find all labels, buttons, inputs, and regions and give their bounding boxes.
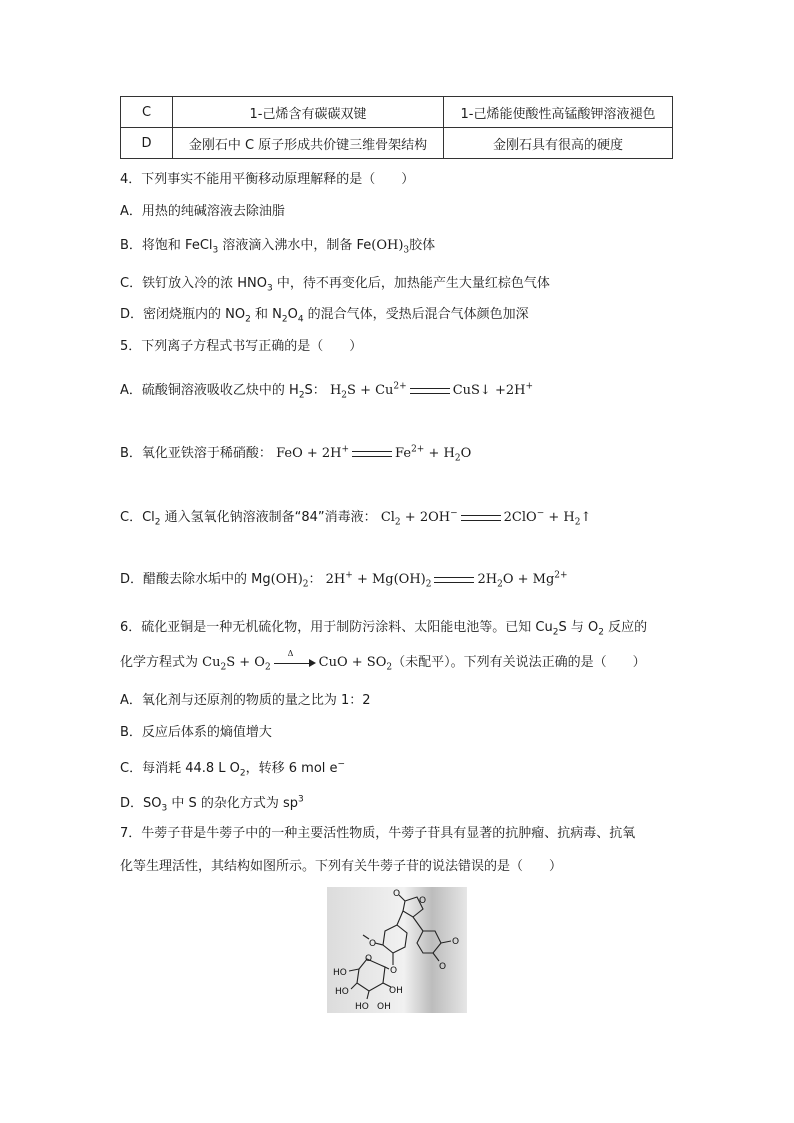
- text: C．每消耗 44.8 L O: [120, 761, 240, 776]
- q4-option-d: [120, 303, 529, 325]
- option-letter: C: [121, 97, 173, 128]
- subscript: 2: [425, 579, 432, 590]
- superscript: 2+: [554, 570, 568, 581]
- q5-option-a: [120, 379, 533, 401]
- text: 和 N: [250, 307, 282, 322]
- subscript: 2: [454, 453, 461, 464]
- superscript: −: [337, 759, 346, 770]
- eq-term: O + Mg: [502, 572, 555, 587]
- q4-option-a: A．用热的纯碱溶液去除油脂: [120, 204, 285, 219]
- text: C．Cl: [120, 510, 155, 525]
- superscript: 2+: [393, 381, 407, 392]
- subscript: 2: [245, 314, 251, 325]
- subscript: 2: [497, 579, 503, 590]
- eq-term: S + Cu: [347, 383, 394, 398]
- question-7-stem-line2: 化等生理活性，其结构如图所示。下列有关牛蒡子苷的说法错误的是（ ）: [120, 859, 563, 874]
- equation: [325, 570, 568, 590]
- subscript: 2: [302, 579, 309, 590]
- text: ：: [308, 572, 322, 587]
- equals-sign: [352, 451, 392, 457]
- subscript: 3: [161, 803, 168, 814]
- eq-term: Cu: [202, 655, 221, 670]
- atom-label: HO: [333, 968, 347, 978]
- subscript: 2: [220, 662, 227, 673]
- superscript: +: [341, 444, 350, 455]
- eq-term: H: [329, 383, 342, 398]
- superscript: +: [525, 381, 534, 392]
- eq-term: Cl: [380, 510, 395, 525]
- eq-term: + H: [424, 446, 455, 461]
- superscript: 2+: [411, 444, 425, 455]
- text: A．硫酸铜溶液吸收乙炔中的 H: [120, 383, 299, 398]
- text: 中，待不再变化后，加热能产生大量红棕色气体: [272, 276, 550, 291]
- equals-sign: [410, 388, 450, 394]
- eq-term: O: [460, 446, 472, 461]
- text: 溶液滴入沸水中，制备 Fe: [218, 238, 372, 253]
- superscript: +: [345, 570, 353, 581]
- eq-term: CuO + SO: [318, 655, 387, 670]
- text: 通入氢氧化钠溶液制备“84”消毒液：: [160, 510, 377, 525]
- subscript: 2: [552, 627, 559, 638]
- reaction-arrow: [274, 648, 316, 668]
- subscript: 4: [297, 314, 304, 325]
- equation: [276, 444, 472, 464]
- atom-label: HO: [355, 1002, 369, 1012]
- arctiin-structure-figure: [327, 887, 467, 1013]
- text: D．密闭烧瓶内的 NO: [120, 307, 246, 322]
- equation: [329, 381, 534, 401]
- subscript: 2: [598, 627, 604, 638]
- equation: [380, 508, 592, 528]
- subscript: 2: [298, 390, 305, 401]
- gas-arrow: ↑: [580, 510, 592, 525]
- eq-term: 2H: [477, 572, 498, 587]
- statement-cell: 金刚石中 C 原子形成共价键三维骨架结构: [173, 128, 444, 159]
- subscript: 2: [574, 517, 581, 528]
- atom-label: O: [439, 962, 447, 972]
- text: O: [287, 307, 298, 322]
- q6-option-b: B．反应后体系的熵值增大: [120, 725, 272, 740]
- heat-symbol: Δ: [287, 648, 294, 658]
- text: S：: [304, 383, 326, 398]
- text: B．氧化亚铁溶于稀硝酸：: [120, 446, 272, 461]
- question-4-stem: 4．下列事实不能用平衡移动原理解释的是（ ）: [120, 172, 415, 187]
- eq-term: S + O: [226, 655, 265, 670]
- equals-sign: [434, 577, 474, 583]
- subscript: 3: [212, 245, 219, 256]
- statement-cell: 1-己烯含有碳碳双键: [173, 97, 444, 128]
- atom-label: OH: [377, 1002, 391, 1012]
- subscript: 3: [266, 283, 273, 294]
- atom-label: O: [390, 966, 398, 976]
- options-table: [120, 96, 673, 159]
- reason-cell: 金刚石具有很高的硬度: [444, 128, 673, 159]
- q6-option-a: A．氧化剂与还原剂的物质的量之比为 1：2: [120, 693, 371, 708]
- text: 化学方程式为: [120, 655, 203, 670]
- eq-term: 2ClO: [503, 510, 537, 525]
- text: 6．硫化亚铜是一种无机硫化物，用于制防污涂料、太阳能电池等。已知 Cu: [120, 620, 553, 635]
- eq-term: CuS↓ +2H: [452, 383, 526, 398]
- eq-term: (OH): [393, 572, 426, 587]
- text: 胶体: [409, 238, 436, 253]
- subscript: 2: [239, 768, 246, 779]
- q5-option-d: [120, 568, 568, 590]
- superscript: −: [536, 508, 545, 519]
- atom-label: HO: [335, 987, 349, 997]
- text: S 与 O: [558, 620, 599, 635]
- subscript: 2: [281, 314, 288, 325]
- text: 中 S 的杂化方式为 sp: [167, 796, 299, 811]
- table-row: [121, 97, 673, 128]
- question-5-stem: 5．下列离子方程式书写正确的是（ ）: [120, 339, 363, 354]
- subscript: 3: [403, 245, 410, 256]
- option-letter: D: [121, 128, 173, 159]
- subscript: 2: [386, 662, 393, 673]
- atom-label: O: [452, 937, 460, 947]
- superscript: −: [450, 508, 458, 519]
- text: 反应的: [603, 620, 648, 635]
- subscript: 2: [394, 517, 401, 528]
- formula: (OH): [371, 238, 404, 253]
- text: D．醋酸去除水垢中的 Mg: [120, 572, 271, 587]
- q6-option-d: [120, 792, 304, 814]
- text: （未配平）。下列有关说法正确的是（ ）: [392, 655, 646, 670]
- equals-sign: [461, 515, 501, 521]
- equation: [202, 648, 393, 673]
- atom-label: OH: [389, 986, 403, 996]
- eq-term: Fe: [395, 446, 412, 461]
- question-6-stem-line1: [120, 616, 647, 638]
- eq-term: + Mg: [352, 572, 394, 587]
- q5-option-c: [120, 506, 591, 528]
- text: C．铁钉放入冷的浓 HNO: [120, 276, 267, 291]
- q5-option-b: [120, 442, 471, 464]
- eq-term: 2H: [325, 572, 346, 587]
- atom-label: O: [369, 939, 377, 949]
- atom-label: O: [419, 896, 427, 906]
- atom-label: O: [393, 889, 401, 899]
- q4-option-c: [120, 272, 550, 294]
- question-6-stem-line2: [120, 648, 646, 673]
- question-7-stem-line1: 7．牛蒡子苷是牛蒡子中的一种主要活性物质，牛蒡子苷具有显著的抗肿瘤、抗病毒、抗氧: [120, 826, 636, 841]
- reason-cell: 1-己烯能使酸性高锰酸钾溶液褪色: [444, 97, 673, 128]
- q4-option-b: [120, 234, 435, 256]
- eq-term: + H: [544, 510, 575, 525]
- eq-term: FeO + 2H: [276, 446, 342, 461]
- eq-term: + 2OH: [400, 510, 451, 525]
- text: B．将饱和 FeCl: [120, 238, 213, 253]
- table-row: [121, 128, 673, 159]
- q6-option-c: [120, 757, 345, 779]
- text: ，转移 6 mol e: [245, 761, 338, 776]
- subscript: 2: [154, 517, 161, 528]
- superscript: 3: [298, 794, 304, 805]
- structure-drawing: [327, 887, 467, 1013]
- text: 的混合气体，受热后混合气体颜色加深: [303, 307, 529, 322]
- subscript: 2: [341, 390, 348, 401]
- subscript: 2: [264, 662, 271, 673]
- formula: (OH): [270, 572, 303, 587]
- atom-label: O: [365, 954, 373, 964]
- text: D．SO: [120, 796, 162, 811]
